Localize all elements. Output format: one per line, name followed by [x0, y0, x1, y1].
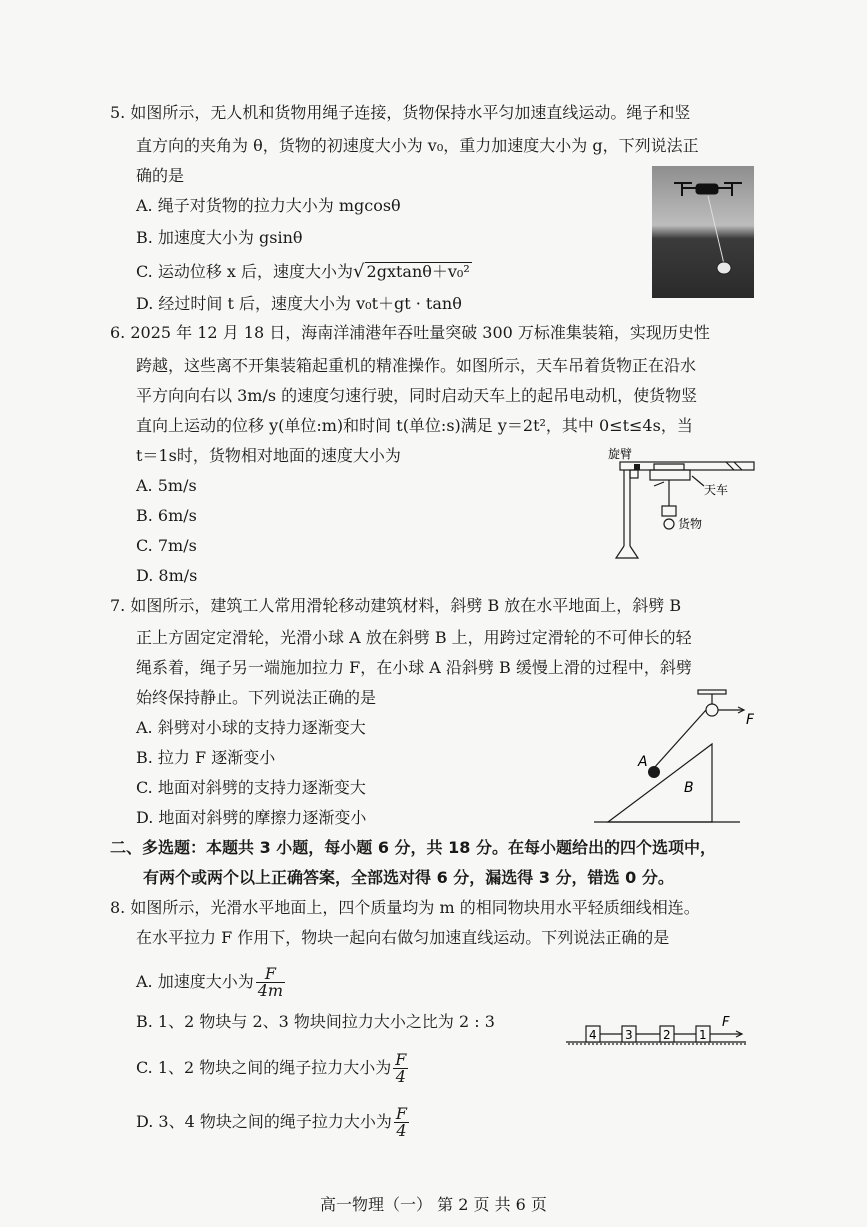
q5-stem-line-1: 5. 如图所示，无人机和货物用绳子连接，货物保持水平匀加速直线运动。绳子和竖: [110, 103, 691, 122]
q5-option-d: D. 经过时间 t 后，速度大小为 v₀t＋gt · tanθ: [136, 294, 462, 313]
fraction-denominator: 4m: [257, 981, 284, 1000]
incline-pulley-diagram: [594, 688, 754, 828]
fraction-denominator: 4: [396, 1121, 407, 1140]
force-f-label: F: [722, 1015, 730, 1030]
q7-option-d: D. 地面对斜劈的摩擦力逐渐变小: [136, 808, 367, 827]
q5-stem-line-2: 直方向的夹角为 θ，货物的初速度大小为 v₀，重力加速度大小为 g，下列说法正: [136, 136, 699, 155]
q6-stem-line-3: 平方向向右以 3m/s 的速度匀速行驶，同时启动天车上的起吊电动机，使货物竖: [136, 386, 698, 405]
q6-option-b: B. 6m/s: [136, 506, 197, 525]
fraction-f-over-4: [394, 1106, 409, 1139]
q6-option-d: D. 8m/s: [136, 566, 198, 585]
wedge-b-label: B: [684, 780, 694, 796]
fraction-numerator: F: [395, 1050, 407, 1069]
q5-option-c: [136, 262, 472, 282]
fraction-numerator: F: [256, 966, 285, 983]
q5-option-c-text: C. 运动位移 x 后，速度大小为: [136, 262, 354, 281]
q5-stem-line-3: 确的是: [136, 166, 185, 185]
q7-stem-line-1: 7. 如图所示，建筑工人常用滑轮移动建筑材料，斜劈 B 放在水平地面上，斜劈 B: [110, 596, 682, 615]
q8-option-a-text: A. 加速度大小为: [136, 972, 254, 991]
q7-stem-line-4: 始终保持静止。下列说法正确的是: [136, 688, 377, 707]
trolley-label: 天车: [704, 483, 729, 497]
q7-option-c: C. 地面对斜劈的支持力逐渐变大: [136, 778, 366, 797]
q8-option-d-text: D. 3、4 物块之间的绳子拉力大小为: [136, 1112, 392, 1131]
fraction-denominator: 4: [395, 1067, 406, 1086]
q7-option-a: A. 斜劈对小球的支持力逐渐变大: [136, 718, 366, 737]
q7-stem-line-3: 绳系着，绳子另一端施加拉力 F，在小球 A 沿斜劈 B 缓慢上滑的过程中，斜劈: [136, 658, 692, 677]
q5-option-c-radicand: 2gxtanθ＋v₀²: [366, 262, 470, 281]
q6-option-a: A. 5m/s: [136, 476, 197, 495]
q6-option-c: C. 7m/s: [136, 536, 197, 555]
q8-option-a: [136, 966, 285, 999]
force-f-label: F: [746, 712, 754, 728]
q8-option-c: [136, 1052, 408, 1085]
section-2-heading-line-2: 有两个或两个以上正确答案，全部选对得 6 分，漏选得 3 分，错选 0 分。: [143, 868, 674, 887]
q5-option-b: B. 加速度大小为 gsinθ: [136, 228, 303, 247]
section-2-heading-line-1: 二、多选题：本题共 3 小题，每小题 6 分，共 18 分。在每小题给出的四个选项中，: [110, 838, 716, 857]
block-3-label: 3: [625, 1028, 633, 1042]
q5-option-a: A. 绳子对货物的拉力大小为 mgcosθ: [136, 196, 401, 215]
q7-stem-line-2: 正上方固定定滑轮，光滑小球 A 放在斜劈 B 上，用跨过定滑轮的不可伸长的轻: [136, 628, 692, 647]
q8-option-d: [136, 1106, 409, 1139]
page-footer: 高一物理（一） 第 2 页 共 6 页: [320, 1195, 547, 1214]
q8-stem-line-2: 在水平拉力 F 作用下，物块一起向右做匀加速直线运动。下列说法正确的是: [136, 928, 670, 947]
cargo-label: 货物: [678, 517, 703, 531]
drone-photo: [652, 166, 754, 298]
q8-stem-line-1: 8. 如图所示，光滑水平地面上，四个质量均为 m 的相同物块用水平轻质细线相连。: [110, 898, 700, 917]
q6-stem-line-2: 跨越，这些离不开集装箱起重机的精准操作。如图所示，天车吊着货物正在沿水: [136, 356, 697, 375]
q8-option-b: B. 1、2 物块与 2、3 物块间拉力大小之比为 2 : 3: [136, 1012, 495, 1031]
crane-diagram: [606, 446, 756, 566]
fraction-f-over-4m: [256, 966, 285, 999]
ball-a-label: A: [638, 754, 648, 770]
q6-stem-line-1: 6. 2025 年 12 月 18 日，海南洋浦港年吞吐量突破 300 万标准集装箱，实现历史性: [110, 323, 710, 342]
q6-stem-line-5: t＝1s时，货物相对地面的速度大小为: [136, 446, 401, 465]
block-1-label: 1: [699, 1028, 707, 1042]
blocks-diagram: [566, 1008, 756, 1048]
fraction-f-over-4: [393, 1052, 408, 1085]
fraction-numerator: F: [395, 1104, 407, 1123]
q8-option-c-text: C. 1、2 物块之间的绳子拉力大小为: [136, 1058, 392, 1077]
block-4-label: 4: [589, 1028, 597, 1042]
q7-option-b: B. 拉力 F 逐渐变小: [136, 748, 276, 767]
q6-stem-line-4: 直向上运动的位移 y(单位:m)和时间 t(单位:s)满足 y＝2t²，其中 0≤t≤4s，当: [136, 416, 693, 435]
crane-arm-label: 旋臂: [608, 447, 633, 461]
sqrt-sign: √: [353, 261, 365, 282]
block-2-label: 2: [663, 1028, 671, 1042]
